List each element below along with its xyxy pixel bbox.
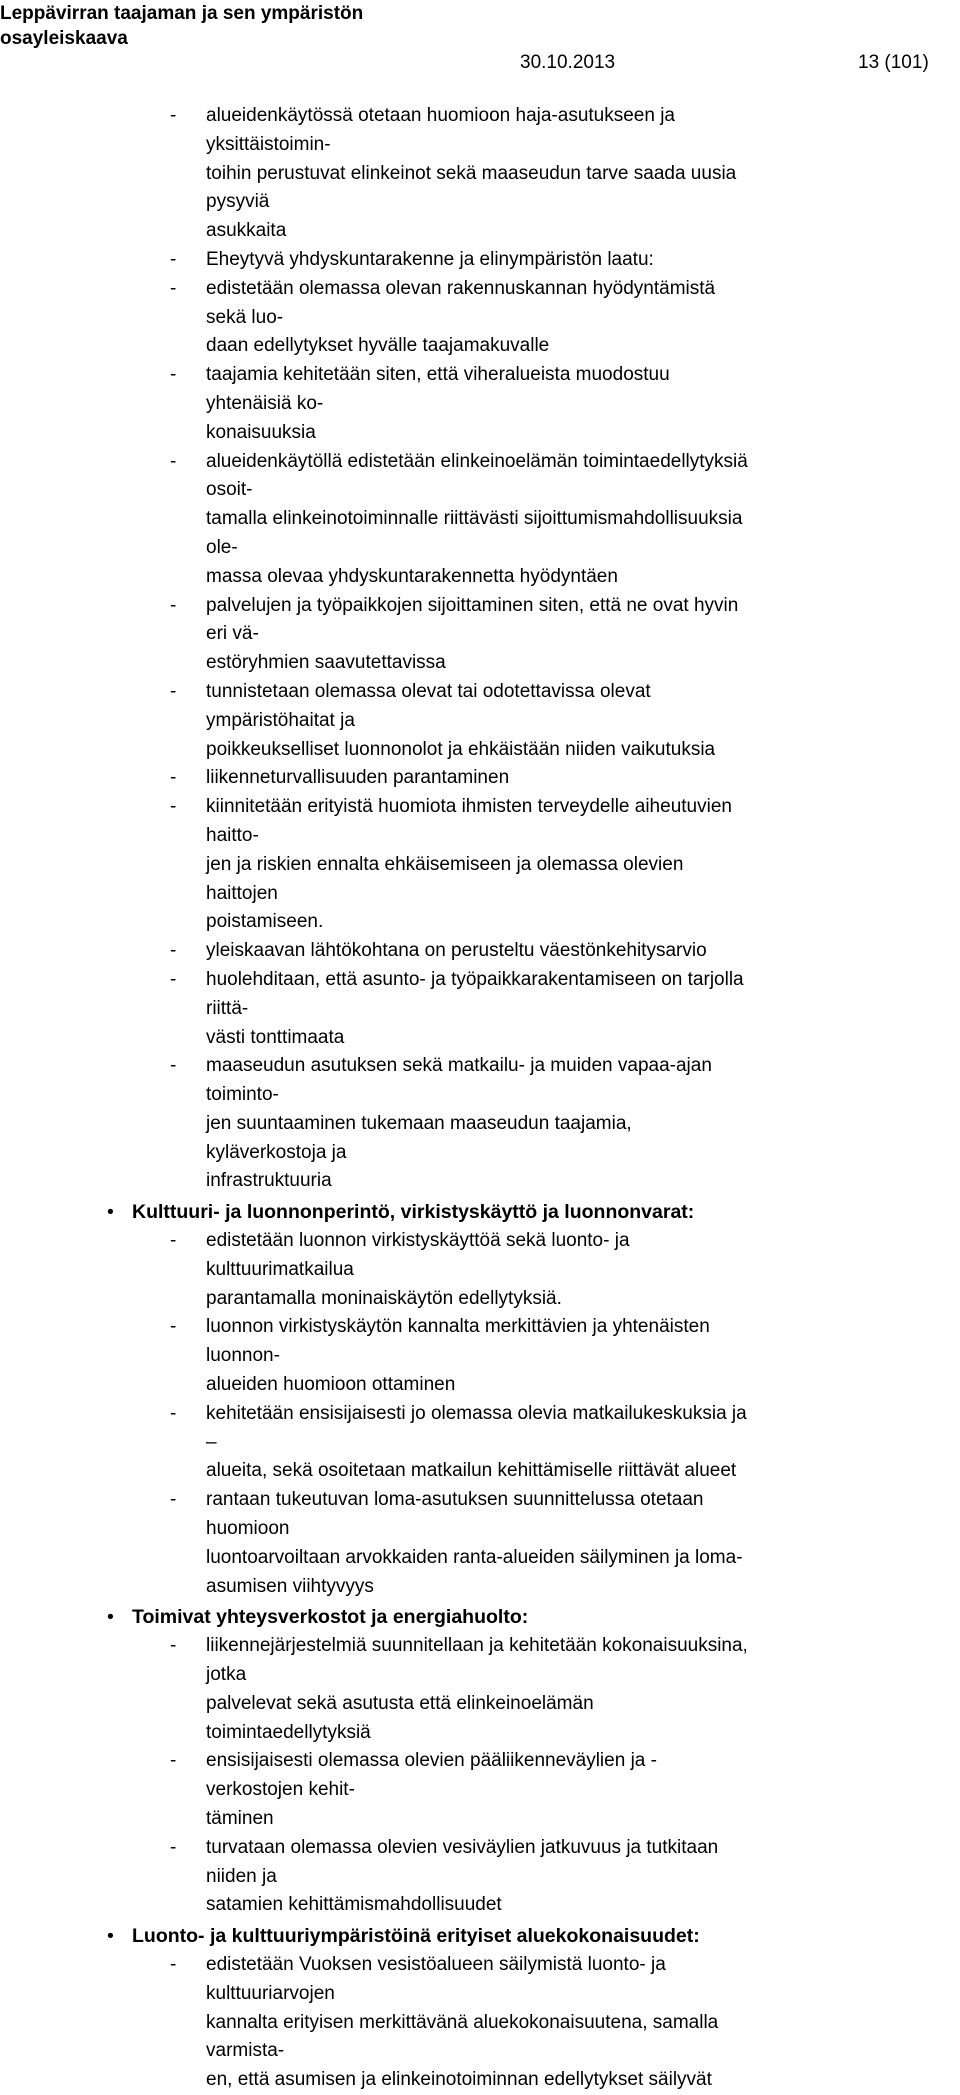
dash-marker: - — [170, 1402, 177, 1424]
list-item — [0, 592, 754, 678]
list-item — [0, 937, 754, 966]
list-item — [0, 1951, 754, 2095]
document-title-line: osayleiskaava — [0, 27, 128, 49]
bullet-icon: • — [107, 1201, 114, 1224]
list-item-line: liikenneturvallisuuden parantaminen — [206, 767, 510, 789]
list-item-line: palvelevat sekä asutusta että elinkeinoelämän toimintaedellytyksiä — [206, 1692, 594, 1743]
dash-marker: - — [170, 594, 177, 616]
list-item-line: luontoarvoiltaan arvokkaiden ranta-alueiden säilyminen ja loma- — [206, 1546, 743, 1568]
list-item-line: jen ja riskien ennalta ehkäisemiseen ja olemassa olevien haittojen — [206, 853, 684, 904]
list-item-line: rantaan tukeutuvan loma-asutuksen suunnittelussa otetaan huomioon — [206, 1489, 704, 1540]
list-item — [0, 1632, 754, 1747]
section-heading — [0, 1603, 960, 1632]
section-title: Kulttuuri- ja luonnonperintö, virkistyskäyttö ja luonnonvarat: — [132, 1201, 695, 1224]
list-item-line: toihin perustuvat elinkeinot sekä maaseudun tarve saada uusia pysyviä — [206, 162, 737, 213]
dash-marker: - — [170, 1750, 177, 1772]
list-item — [0, 1313, 754, 1399]
list-item-line: alueidenkäytössä otetaan huomioon haja-asutukseen ja yksittäistoimin- — [206, 105, 675, 155]
list-item-line: en, että asumisen ja elinkeinotoiminnan edellytykset säilyvät — [206, 2069, 712, 2091]
dash-marker: - — [170, 968, 177, 990]
list-item-line: maaseudun asutuksen sekä matkailu- ja muiden vapaa-ajan toiminto- — [206, 1055, 712, 1106]
list-item-line: kiinnitetään erityistä huomiota ihmisten terveydelle aiheutuvien haitto- — [206, 796, 732, 846]
list-item — [0, 966, 754, 1052]
list-item-line: poikkeukselliset luonnonolot ja ehkäistään niiden vaikutuksia — [206, 738, 716, 760]
list-item-line: turvataan olemassa olevien vesiväylien jatkuvuus ja tutkitaan niiden ja — [206, 1836, 719, 1887]
list-item — [0, 275, 754, 361]
list-item — [0, 102, 754, 246]
list-item-line: kannalta erityisen merkittävänä aluekokonaisuutena, samalla varmista- — [206, 2011, 719, 2062]
list-item — [0, 1400, 754, 1486]
list-item-line: edistetään luonnon virkistyskäyttöä sekä luonto- ja kulttuurimatkailua — [206, 1230, 630, 1280]
dash-marker: - — [170, 364, 177, 386]
section-title: Toimivat yhteysverkostot ja energiahuolto: — [132, 1606, 529, 1629]
list-item — [0, 448, 754, 592]
list-item — [0, 764, 754, 793]
list-item — [0, 1486, 754, 1601]
dash-marker: - — [170, 940, 177, 962]
dash-marker: - — [170, 680, 177, 702]
list-item — [0, 1834, 754, 1920]
list-item-line: palvelujen ja työpaikkojen sijoittaminen siten, että ne ovat hyvin eri vä- — [206, 594, 739, 645]
list-item-line: yleiskaavan lähtökohtana on perusteltu väestönkehitysarvio — [206, 940, 707, 962]
section-heading — [0, 1922, 960, 1951]
list-item-line: tunnistetaan olemassa olevat tai odotettavissa olevat ympäristöhaitat ja — [206, 680, 651, 731]
list-item-line: parantamalla moninaiskäytön edellytyksiä. — [206, 1287, 562, 1309]
list-item-line: ensisijaisesti olemassa olevien pääliikenneväylien ja -verkostojen kehit- — [206, 1750, 657, 1801]
list-item-line: konaisuuksia — [206, 421, 316, 443]
list-item — [0, 1747, 754, 1833]
list-item-line: kehitetään ensisijaisesti jo olemassa olevia matkailukeskuksia ja – — [206, 1402, 747, 1453]
dash-marker: - — [170, 1316, 177, 1338]
list-item-line: satamien kehittämismahdollisuudet — [206, 1894, 502, 1916]
dash-marker: - — [170, 277, 177, 299]
dash-marker: - — [170, 1635, 177, 1657]
list-item-line: västi tonttimaata — [206, 1026, 345, 1048]
list-item-line: infrastruktuuria — [206, 1170, 332, 1192]
document-title-line: Leppävirran taajaman ja sen ympäristön — [0, 3, 364, 24]
document-date: 30.10.2013 — [520, 52, 616, 73]
document-title — [0, 2, 363, 51]
list-item-line: tamalla elinkeinotoiminnalle riittävästi sijoittumismahdollisuuksia ole- — [206, 508, 743, 558]
list-item-line: estöryhmien saavutettavissa — [206, 652, 446, 674]
page-number: 13 (101) — [858, 52, 929, 73]
dash-marker: - — [170, 796, 177, 818]
list-item — [0, 246, 754, 275]
bullet-icon: • — [107, 1925, 114, 1948]
list-item-line: liikennejärjestelmiä suunnitellaan ja kehitetään kokonaisuuksina, jotka — [206, 1635, 748, 1686]
list-item-line: jen suuntaaminen tukemaan maaseudun taajamia, kyläverkostoja ja — [206, 1112, 632, 1163]
list-item-line: huolehditaan, että asunto- ja työpaikkarakentamiseen on tarjolla riittä- — [206, 968, 744, 1019]
dash-marker: - — [170, 450, 177, 472]
list-item-line: edistetään Vuoksen vesistöalueen säilymistä luonto- ja kulttuuriarvojen — [206, 1954, 666, 2004]
list-item — [0, 678, 754, 764]
list-item-line: alueidenkäytöllä edistetään elinkeinoelämän toimintaedellytyksiä osoit- — [206, 450, 748, 501]
dash-marker: - — [170, 1489, 177, 1511]
list-item-line: täminen — [206, 1808, 274, 1830]
dash-marker: - — [170, 1836, 177, 1858]
list-item-line: asumisen viihtyvyys — [206, 1575, 374, 1597]
list-item-line: Eheytyvä yhdyskuntarakenne ja elinympäristön laatu: — [206, 248, 654, 270]
list-item-line: alueita, sekä osoitetaan matkailun kehittämiselle riittävät alueet — [206, 1460, 737, 1482]
section-title: Luonto- ja kulttuuriympäristöinä erityiset aluekokonaisuudet: — [132, 1925, 700, 1948]
list-item — [0, 361, 754, 447]
dash-marker: - — [170, 1055, 177, 1077]
list-item-line: poistamiseen. — [206, 911, 324, 933]
dash-marker: - — [170, 248, 177, 270]
list-item-line: alueiden huomioon ottaminen — [206, 1374, 456, 1396]
bullet-icon: • — [107, 1606, 114, 1629]
dash-marker: - — [170, 1954, 177, 1975]
list-item-line: daan edellytykset hyvälle taajamakuvalle — [206, 335, 550, 357]
dash-marker: - — [170, 105, 177, 126]
section-heading — [0, 1198, 960, 1227]
list-item-line: massa olevaa yhdyskuntarakennetta hyödyntäen — [206, 565, 618, 587]
list-item-line: edistetään olemassa olevan rakennuskannan hyödyntämistä sekä luo- — [206, 277, 716, 328]
dash-marker: - — [170, 1230, 177, 1252]
list-item — [0, 793, 754, 937]
dash-marker: - — [170, 767, 177, 789]
list-item-line: luonnon virkistyskäytön kannalta merkittävien ja yhtenäisten luonnon- — [206, 1316, 710, 1367]
list-item — [0, 1052, 754, 1196]
list-item-line: asukkaita — [206, 220, 287, 242]
document-body — [0, 102, 960, 2095]
list-item-line: taajamia kehitetään siten, että viheralueista muodostuu yhtenäisiä ko- — [206, 364, 670, 414]
list-item — [0, 1227, 754, 1313]
